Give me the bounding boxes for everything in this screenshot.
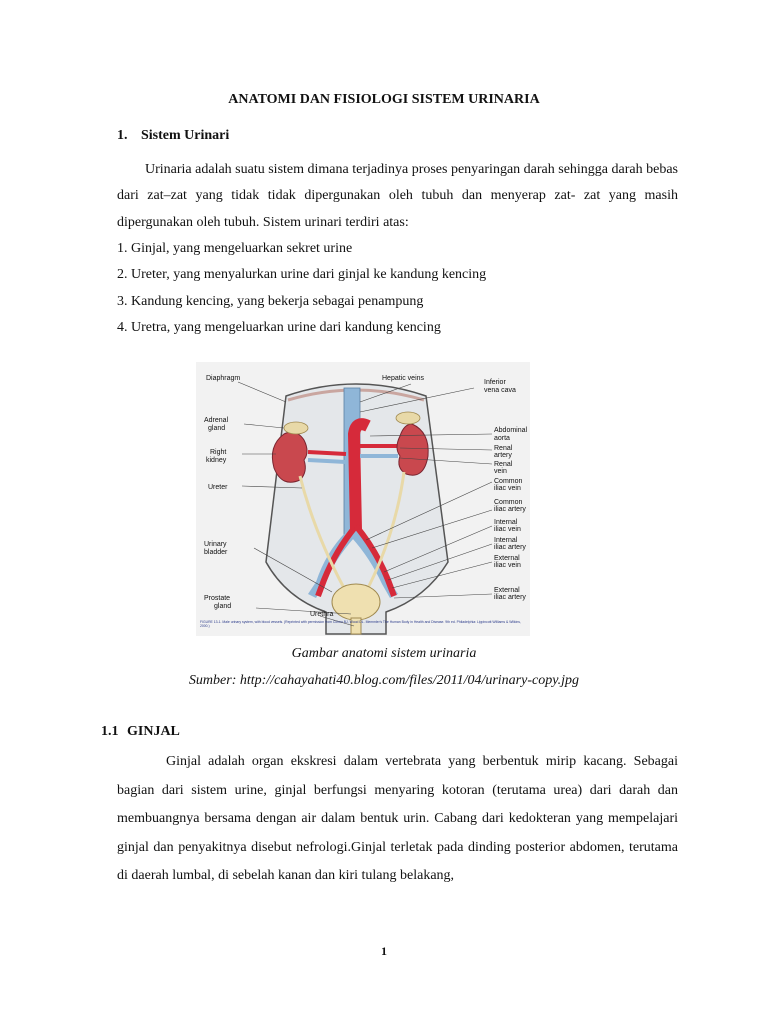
label-renal-vein-line1: Renal	[494, 461, 513, 468]
list-item: 2. Ureter, yang menyalurkan urine dari ginjal ke kandung kencing	[117, 267, 487, 283]
document-title: ANATOMI DAN FISIOLOGI SISTEM URINARIA	[228, 92, 540, 107]
label-kidney-line1: Right	[210, 449, 227, 456]
figure-note: FIGURE 13-1. Male urinary system, with blood vessels. (Reprinted with permission from Cohen BJ, Wood DL. Memmler's The Human Body in Health and Disease. 9th ed. Philadelphia: Lippincott Williams & Wilkins, 2000.)	[200, 620, 521, 629]
section-heading-text: Sistem Urinari	[141, 128, 230, 143]
label-internal-iliac-artery-line2: iliac artery	[494, 544, 526, 551]
label-internal-iliac-vein-line2: iliac vein	[494, 526, 521, 533]
label-renal-artery-line1: Renal	[494, 445, 513, 452]
list-item: 1. Ginjal, yang mengeluarkan sekret urine	[117, 241, 353, 256]
urinary-anatomy-illustration	[196, 362, 530, 636]
label-ivc-line2: vena cava	[484, 387, 516, 394]
intro-paragraph: Urinaria adalah suatu sistem dimana terjadinya proses penyaringan darah sehingga darah bebas dari zat–zat yang tidak tidak dipergunakan oleh tubuh dan menyerap zat- zat yang masih dipergunakan oleh tubuh. Sistem urinari terdiri atas:	[117, 162, 678, 230]
label-prostate-line2: gland	[214, 603, 232, 610]
label-common-iliac-artery-line1: Common	[494, 499, 523, 506]
label-renal-vein-line2: vein	[494, 468, 507, 475]
section-number: 1.	[117, 128, 128, 143]
label-ivc-line1: Inferior	[484, 379, 506, 386]
label-bladder-line1: Urinary	[204, 541, 227, 548]
label-urethra: Urethra	[310, 611, 334, 618]
list-item: 3. Kandung kencing, yang bekerja sebagai penampung	[117, 293, 424, 309]
label-internal-iliac-vein-line1: Internal	[494, 519, 518, 526]
label-adrenal-line2: gland	[208, 425, 226, 432]
section-heading-text: GINJAL	[127, 724, 180, 739]
label-renal-artery-line2: artery	[494, 452, 512, 459]
section-number: 1.1	[101, 724, 119, 739]
urinary-anatomy-figure	[196, 362, 530, 636]
label-external-iliac-artery-line2: iliac artery	[494, 594, 526, 601]
label-hepatic-veins: Hepatic veins	[382, 375, 425, 382]
label-kidney-line2: kidney	[206, 457, 227, 464]
section-heading-ginjal	[101, 724, 180, 740]
section-heading-sistem-urinari	[117, 128, 229, 144]
label-external-iliac-vein-line2: iliac vein	[494, 562, 521, 569]
label-adrenal-line1: Adrenal	[204, 417, 229, 424]
figure-source: Sumber: http://cahayahati40.blog.com/files/2011/04/urinary-copy.jpg	[188, 673, 580, 688]
page-number: 1	[381, 944, 387, 958]
label-prostate-line1: Prostate	[204, 595, 231, 602]
label-aorta-line1: Abdominal	[494, 427, 528, 434]
label-common-iliac-vein-line2: iliac vein	[494, 485, 521, 492]
label-diaphragm: Diaphragm	[206, 375, 241, 382]
label-common-iliac-artery-line2: iliac artery	[494, 506, 526, 513]
label-external-iliac-artery-line1: External	[494, 587, 520, 594]
urinary-parts-list	[117, 236, 486, 341]
label-bladder-line2: bladder	[204, 549, 228, 556]
label-ureter: Ureter	[208, 484, 228, 491]
label-common-iliac-vein-line1: Common	[494, 478, 523, 485]
figure-caption: Gambar anatomi sistem urinaria	[291, 646, 477, 661]
label-aorta-line2: aorta	[494, 435, 510, 442]
label-internal-iliac-artery-line1: Internal	[494, 537, 518, 544]
list-item: 4. Uretra, yang mengeluarkan urine dari kandung kencing	[117, 319, 441, 335]
label-external-iliac-vein-line1: External	[494, 555, 520, 562]
ginjal-paragraph: Ginjal adalah organ ekskresi dalam vertebrata yang berbentuk mirip kacang. Sebagai bagian dari sistem urine, ginjal berfungsi menyaring kotoran (terutama urea) dari darah dan membuangnya bersama dengan air dalam bentuk urin. Cabang dari kedokteran yang mempelajari ginjal dan penyakitnya disebut nefrologi.Ginjal terletak pada dinding posterior abdomen, terutama di daerah lumbal, di sebelah kanan dan kiri tulang belakang,	[117, 754, 678, 883]
